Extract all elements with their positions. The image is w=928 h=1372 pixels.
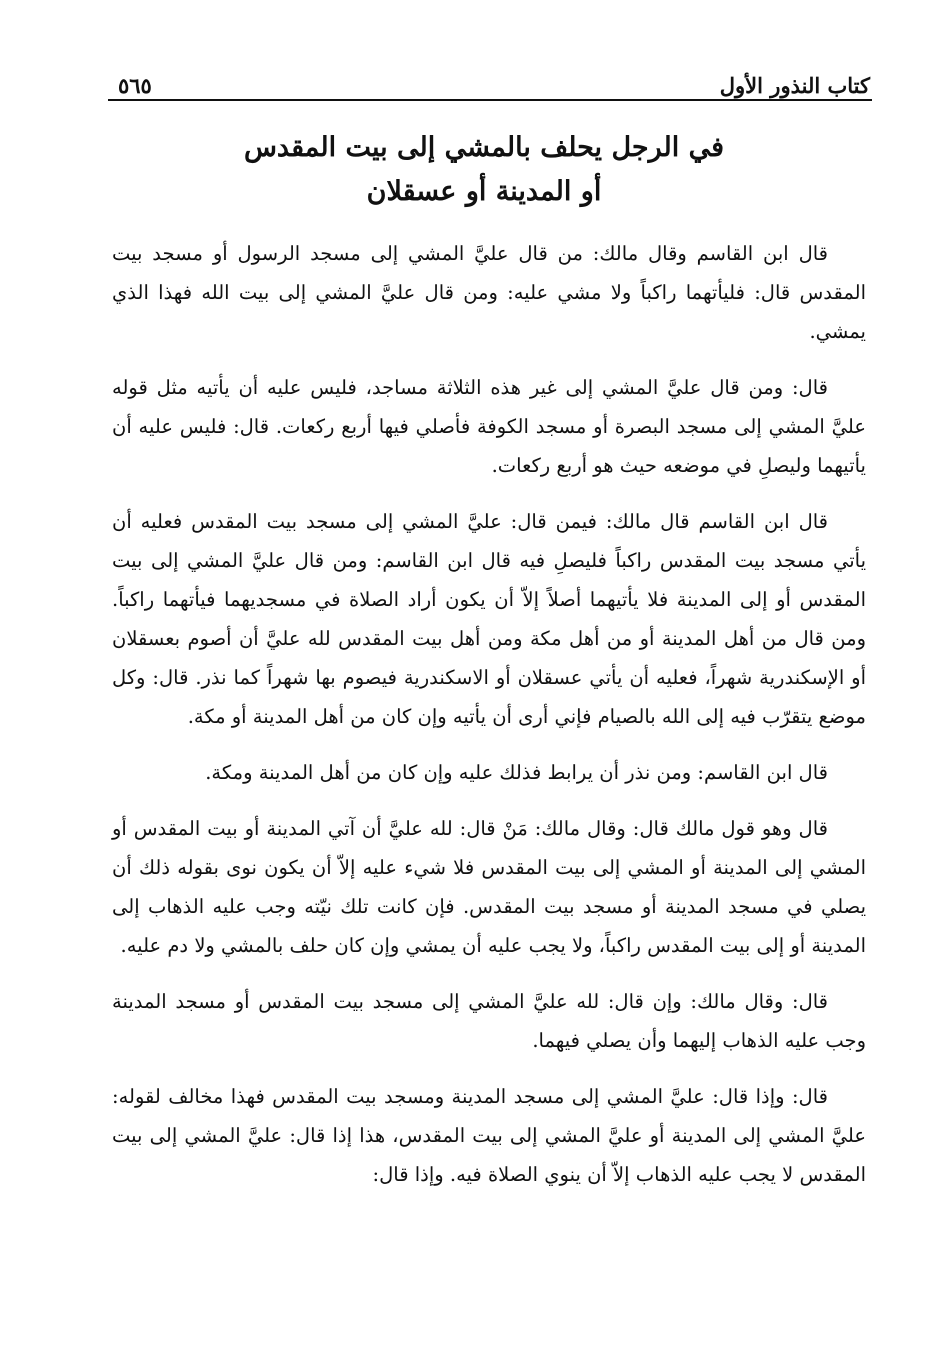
paragraph: قال: وقال مالك: وإن قال: لله عليَّ المشي إلى مسجد بيت المقدس أو مسجد المدينة وجب عليه الذهاب إليهما وأن يصلي فيهما. bbox=[112, 990, 866, 1052]
paragraph: قال ابن القاسم: ومن نذر أن يرابط فذلك عليه وإن كان من أهل المدينة ومكة. bbox=[205, 761, 828, 784]
book-title: كتاب النذور الأول bbox=[719, 73, 870, 98]
paragraph: قال ابن القاسم وقال مالك: من قال عليَّ المشي إلى مسجد الرسول أو مسجد بيت المقدس قال: فليأتهما راكباً ولا مشي عليه: ومن قال عليَّ المشي إلى بيت الله فهذا الذي يمشي. bbox=[112, 242, 866, 343]
chapter-title-line-1: في الرجل يحلف بالمشي إلى بيت المقدس bbox=[243, 132, 725, 163]
page-number: ٥٦٥ bbox=[118, 73, 152, 98]
paragraph: قال: وإذا قال: عليَّ المشي إلى مسجد المدينة ومسجد بيت المقدس فهذا مخالف لقوله: عليَّ المشي إلى المدينة أو عليَّ المشي إلى بيت المقدس، هذا إذا قال: عليَّ المشي إلى بيت المقدس لا يجب عليه الذهاب إلاّ أن ينوي الصلاة فيه. وإذا قال: bbox=[112, 1085, 866, 1186]
running-header bbox=[118, 62, 870, 98]
paragraph: قال: ومن قال عليَّ المشي إلى غير هذه الثلاثة مساجد، فليس عليه أن يأتيه مثل قوله عليَّ المشي إلى مسجد البصرة أو مسجد الكوفة فأصلي فيها أربع ركعات. قال: فليس عليه أن يأتيهما وليصلِ في موضعه حيث هو أربع ركعات. bbox=[112, 376, 866, 477]
paragraph: قال وهو قول مالك قال: وقال مالك: مَنْ قال: لله عليَّ أن آتي المدينة أو بيت المقدس أو المشي إلى المدينة أو المشي إلى بيت المقدس فلا شيء عليه إلاّ أن يكون نوى بقوله ذلك أن يصلي في مسجد المدينة أو مسجد بيت المقدس. فإن كانت تلك نيّته وجب عليه الذهاب إلى المدينة أو إلى بيت المقدس راكباً، ولا يجب عليه أن يمشي وإن كان حلف بالمشي ولا دم عليه. bbox=[112, 817, 866, 957]
paragraph: قال ابن القاسم قال مالك: فيمن قال: عليَّ المشي إلى مسجد بيت المقدس فعليه أن يأتي مسجد بيت المقدس راكباً فليصلِ فيه قال ابن القاسم: ومن قال عليَّ المشي إلى بيت المقدس أو إلى المدينة فلا يأتيهما أصلاً إلاّ أن يكون أراد الصلاة في مسجديهما فيأتهما راكباً. ومن قال من أهل المدينة أو من أهل مكة ومن أهل بيت المقدس لله عليَّ أن أصوم بعسقلان أو الإسكندرية شهراً، فعليه أن يأتي عسقلان أو الاسكندرية فيصوم بها شهراً كما نذر. قال: وكل موضع يتقرّب فيه إلى الله بالصيام فإني أرى أن يأتيه وإن كان من أهل المدينة أو مكة. bbox=[112, 510, 866, 728]
chapter-title-line-2: أو المدينة أو عسقلان bbox=[366, 176, 602, 207]
header-rule bbox=[108, 99, 872, 101]
chapter-title bbox=[100, 126, 868, 214]
body-text bbox=[112, 234, 866, 1211]
